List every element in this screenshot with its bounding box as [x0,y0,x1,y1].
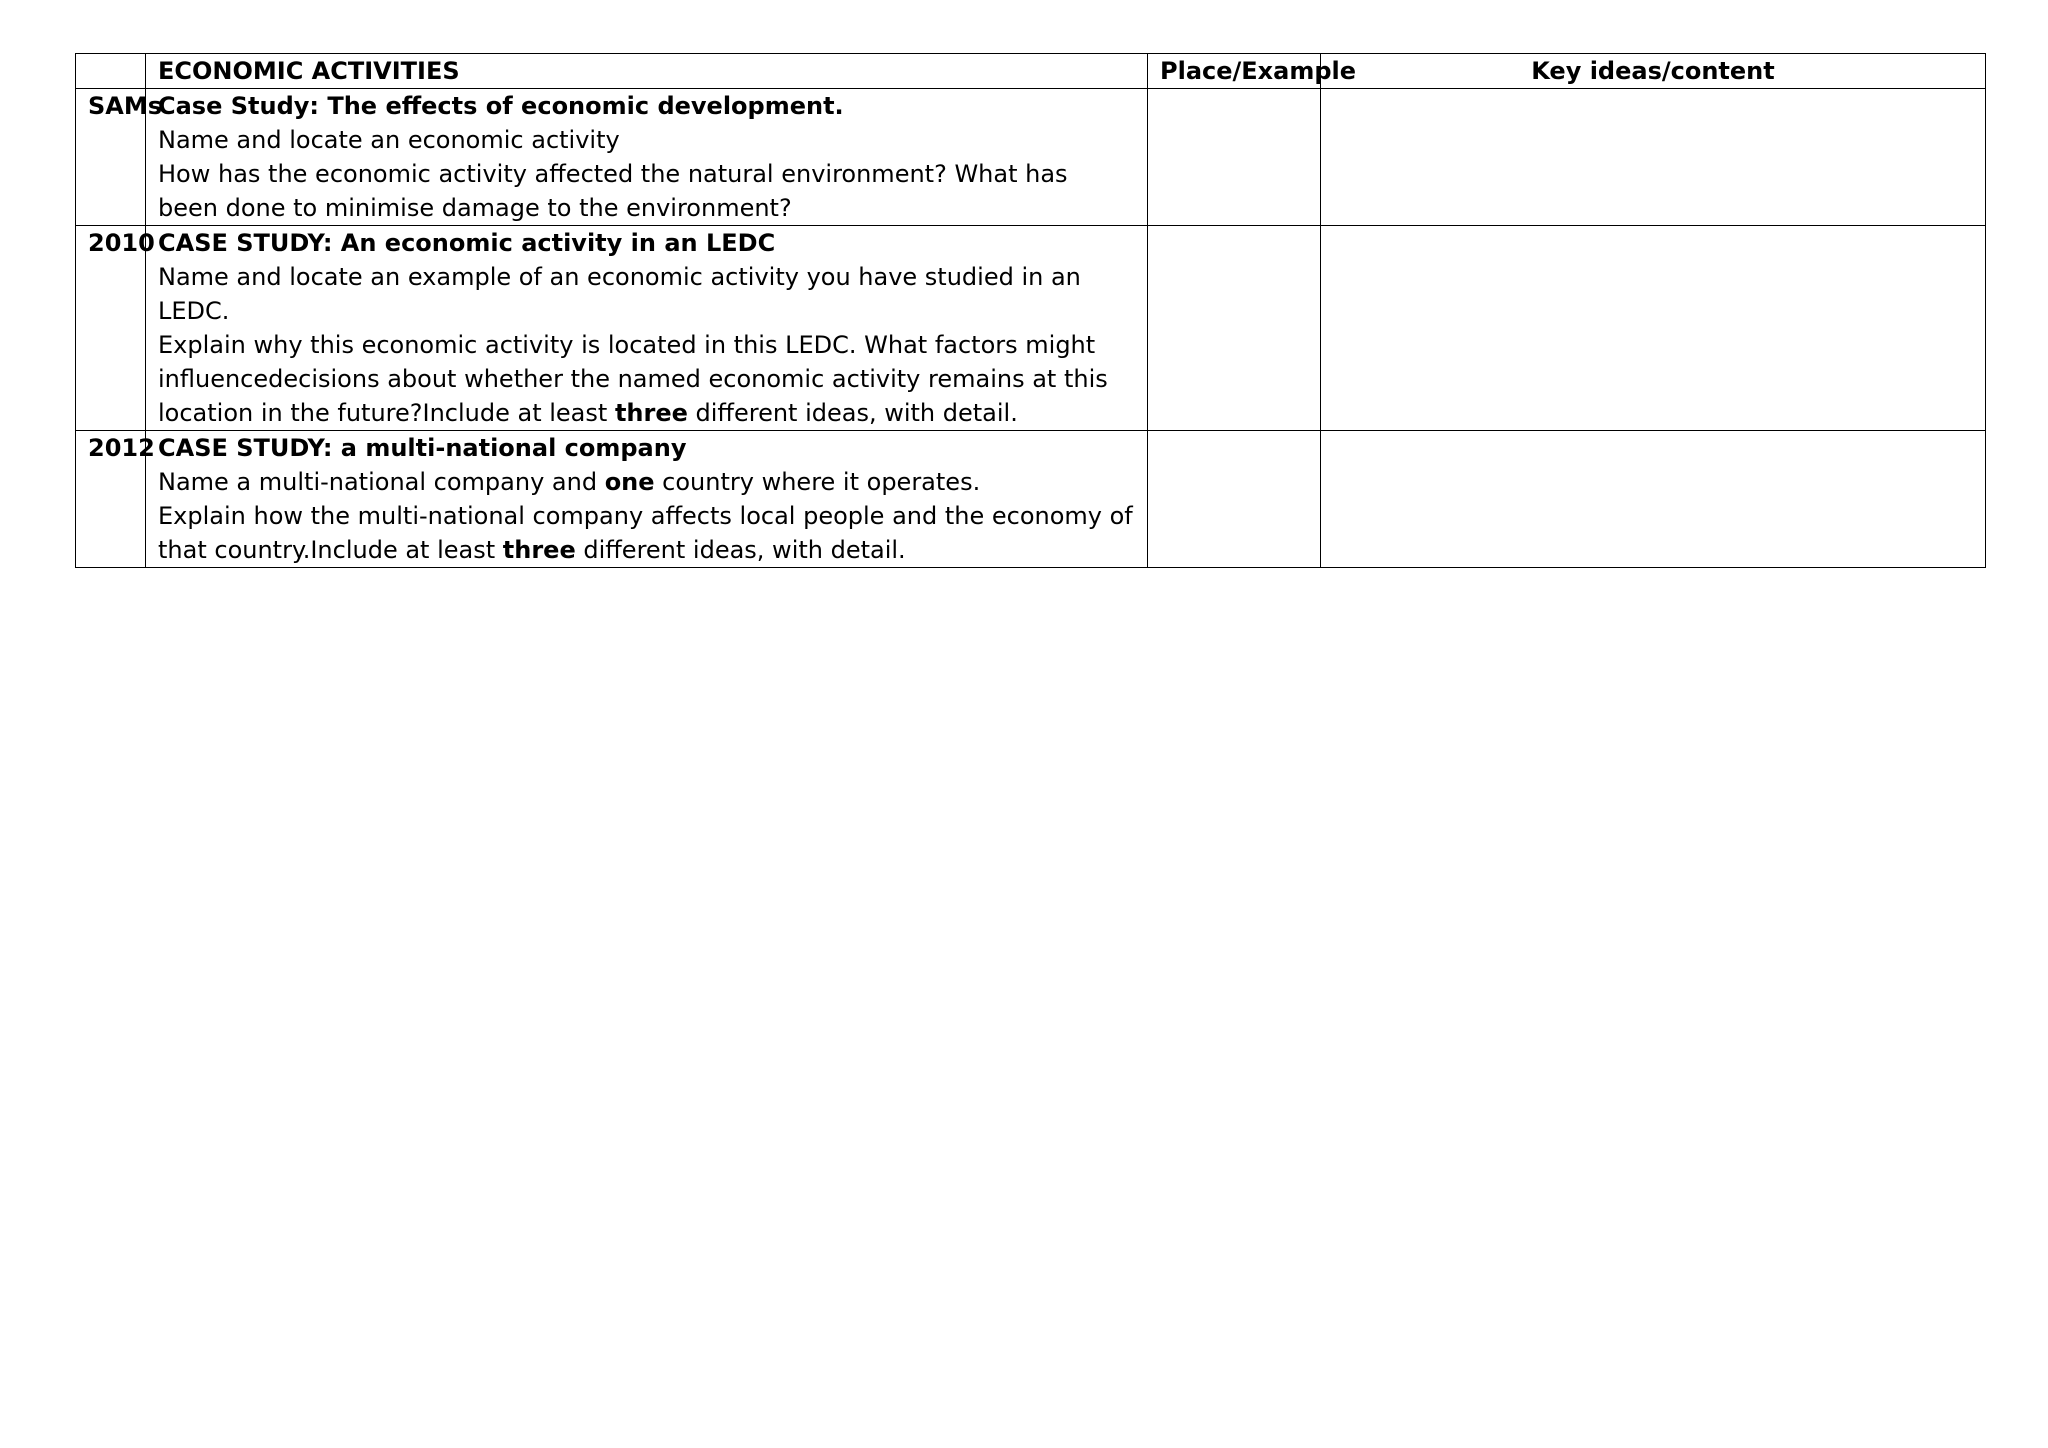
topic-cell [146,431,1148,568]
question-text: Name a multi-national company and [158,468,605,496]
year-cell: 2010 [76,226,146,431]
question-line: Name and locate an economic activity [158,126,620,154]
emphasis-text: three [614,399,688,427]
key-ideas-cell[interactable] [1321,226,1986,431]
year-cell: SAMs [76,89,146,226]
question-text: Explain how the multi-national company affects local people and the economy of that country.Include at least [158,502,1133,564]
question-line: Name and locate an example of an economic activity you have studied in an LEDC. [158,263,1081,325]
case-study-title: CASE STUDY: a multi-national company [158,434,687,462]
table-row [76,89,1986,226]
case-study-table [75,53,1986,568]
header-year-cell [76,54,146,89]
header-key-ideas-cell: Key ideas/content [1321,54,1986,89]
place-example-cell[interactable] [1148,226,1321,431]
emphasis-text: three [502,536,576,564]
header-place-cell: Place/Example [1148,54,1321,89]
question-text: country where it operates. [654,468,981,496]
year-cell: 2012 [76,431,146,568]
key-ideas-cell[interactable] [1321,89,1986,226]
topic-cell [146,89,1148,226]
table-row [76,226,1986,431]
question-line: How has the economic activity affected the natural environment? What has been done to minimise damage to the environment? [158,160,1068,222]
question-line [158,465,1135,499]
question-text: Explain why this economic activity is located in this LEDC. What factors might influencedecisions about whether the named economic activity remains at this location in the future?Include at least [158,331,1108,427]
topic-cell [146,226,1148,431]
question-line [158,499,1135,567]
place-example-cell[interactable] [1148,431,1321,568]
header-topic-cell: ECONOMIC ACTIVITIES [146,54,1148,89]
table-row [76,431,1986,568]
table-header-row [76,54,1986,89]
place-example-cell[interactable] [1148,89,1321,226]
key-ideas-cell[interactable] [1321,431,1986,568]
question-text: different ideas, with detail. [575,536,906,564]
case-study-title: CASE STUDY: An economic activity in an LEDC [158,229,776,257]
emphasis-text: one [604,468,655,496]
question-text: different ideas, with detail. [687,399,1018,427]
case-study-title: Case Study: The effects of economic development. [158,92,844,120]
question-line [158,328,1135,430]
